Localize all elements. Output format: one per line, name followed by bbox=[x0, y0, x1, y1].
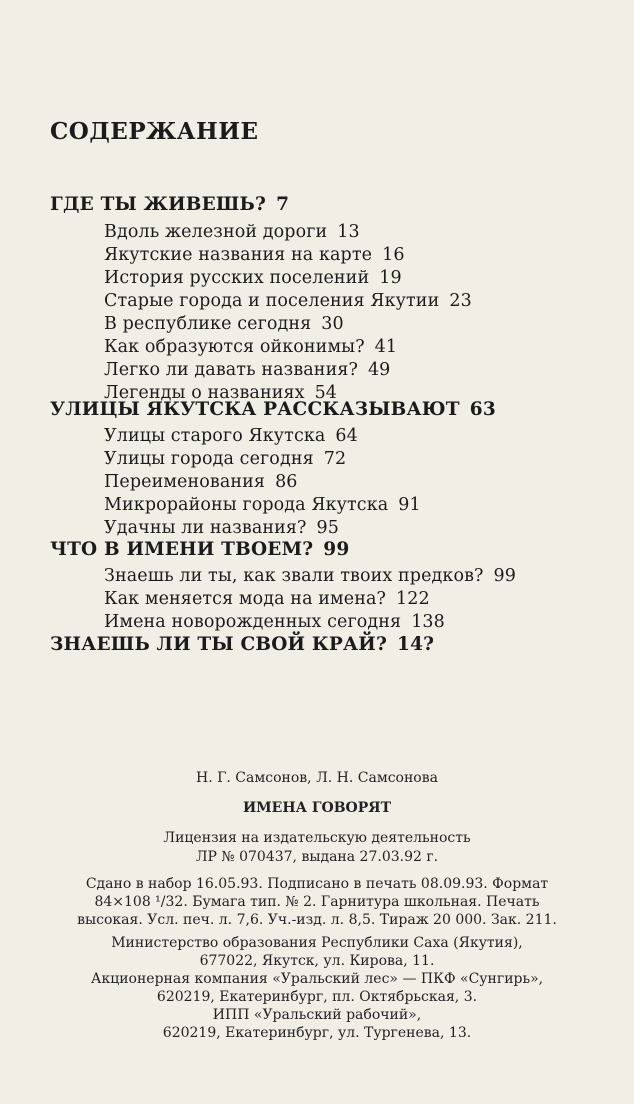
toc-item-title: Как образуются ойконимы? bbox=[104, 337, 365, 357]
toc-item[interactable] bbox=[104, 612, 445, 632]
print-info-line: Сдано в набор 16.05.93. Подписано в печать 08.09.93. Формат bbox=[85, 876, 549, 892]
toc-item-page: 122 bbox=[395, 589, 430, 609]
publisher-line: 620219, Екатеринбург, пл. Октябрьская, 3. bbox=[156, 989, 478, 1005]
toc-item[interactable] bbox=[104, 518, 339, 538]
toc-item-title: В республике сегодня bbox=[104, 314, 312, 334]
print-info-line: высокая. Усл. печ. л. 7,6. Уч.-изд. л. 8,5. Тираж 20 000. Зак. 211. bbox=[77, 912, 557, 928]
toc-item[interactable] bbox=[104, 360, 390, 380]
toc-item[interactable] bbox=[104, 495, 421, 515]
toc-item-page: 54 bbox=[314, 383, 338, 403]
toc-item[interactable] bbox=[104, 472, 298, 492]
contents-heading: СОДЕРЖАНИЕ bbox=[50, 118, 259, 145]
toc-item[interactable] bbox=[104, 314, 344, 334]
toc-item-page: 23 bbox=[449, 291, 472, 311]
toc-section-title: ЧТО В ИМЕНИ ТВОЕМ? bbox=[50, 539, 314, 560]
toc-section-page: 63 bbox=[469, 399, 496, 420]
toc-section-title: ЗНАЕШЬ ЛИ ТЫ СВОЙ КРАЙ? bbox=[50, 634, 387, 655]
publisher-line: 620219, Екатеринбург, ул. Тургенева, 13. bbox=[162, 1025, 472, 1041]
toc-item-page: 16 bbox=[382, 245, 405, 265]
toc-section[interactable] bbox=[50, 539, 349, 560]
publisher-line: 677022, Якутск, ул. Кирова, 11. bbox=[199, 953, 435, 969]
toc-item[interactable] bbox=[104, 245, 405, 265]
publisher-line: ИПП «Уральский рабочий», bbox=[212, 1007, 422, 1023]
toc-item-title: История русских поселений bbox=[104, 268, 370, 288]
print-info-line: 84×108 ¹/32. Бумага тип. № 2. Гарнитура школьная. Печать bbox=[94, 894, 540, 910]
authors: Н. Г. Самсонов, Л. Н. Самсонова bbox=[196, 770, 438, 786]
toc-item-title: Знаешь ли ты, как звали твоих предков? bbox=[104, 566, 484, 586]
toc-item[interactable] bbox=[104, 268, 402, 288]
toc-item[interactable] bbox=[104, 589, 430, 609]
publisher-line: Акционерная компания «Уральский лес» — ПКФ «Сунгирь», bbox=[90, 971, 544, 987]
toc-item-page: 30 bbox=[321, 314, 344, 334]
toc-item[interactable] bbox=[104, 291, 472, 311]
publisher-line: Министерство образования Республики Саха (Якутия), bbox=[111, 935, 523, 951]
toc-item-page: 86 bbox=[275, 472, 298, 492]
toc-item-title: Переименования bbox=[104, 472, 266, 492]
toc-item-title: Вдоль железной дороги bbox=[104, 222, 328, 242]
toc-item-title: Старые города и поселения Якутии bbox=[104, 291, 440, 311]
toc-item-page: 95 bbox=[316, 518, 339, 538]
license-line: Лицензия на издательскую деятельность bbox=[163, 830, 471, 846]
toc-item-page: 64 bbox=[335, 426, 358, 446]
toc-section-title: ГДЕ ТЫ ЖИВЕШЬ? bbox=[50, 194, 267, 215]
toc-item-title: Легенды о названиях bbox=[104, 383, 305, 403]
toc-item-title: Якутские названия на карте bbox=[104, 245, 373, 265]
toc-section-page: 99 bbox=[323, 539, 350, 560]
toc-section-page: 7 bbox=[276, 194, 290, 215]
toc-section[interactable] bbox=[50, 634, 434, 655]
toc-item-page: 91 bbox=[398, 495, 421, 515]
toc-section[interactable] bbox=[50, 399, 496, 420]
toc-item-title: Улицы города сегодня bbox=[104, 449, 314, 469]
toc-item[interactable] bbox=[104, 449, 346, 469]
license-line: ЛР № 070437, выдана 27.03.92 г. bbox=[195, 849, 439, 865]
toc-item-title: Удачны ли названия? bbox=[104, 518, 307, 538]
toc-item[interactable] bbox=[104, 337, 397, 357]
toc-item-page: 13 bbox=[337, 222, 360, 242]
toc-item[interactable] bbox=[104, 426, 358, 446]
toc-item-page: 72 bbox=[323, 449, 347, 469]
toc-section-page: 14? bbox=[397, 634, 435, 655]
toc-item-title: Улицы старого Якутска bbox=[104, 426, 326, 446]
toc-item-title: Имена новорожденных сегодня bbox=[104, 612, 402, 632]
toc-section[interactable] bbox=[50, 194, 289, 215]
toc-item-page: 49 bbox=[367, 360, 391, 380]
toc-item-title: Как меняется мода на имена? bbox=[104, 589, 386, 609]
toc-item-title: Микрорайоны города Якутска bbox=[104, 495, 389, 515]
toc-section-title: УЛИЦЫ ЯКУТСКА РАССКАЗЫВАЮТ bbox=[50, 399, 460, 420]
toc-item[interactable] bbox=[104, 222, 360, 242]
toc-item-page: 99 bbox=[493, 566, 516, 586]
toc-item-page: 138 bbox=[411, 612, 445, 632]
toc-item[interactable] bbox=[104, 566, 516, 586]
book-title: ИМЕНА ГОВОРЯТ bbox=[242, 800, 392, 816]
toc-item-page: 41 bbox=[374, 337, 398, 357]
toc-item-page: 19 bbox=[379, 268, 402, 288]
toc-item-title: Легко ли давать названия? bbox=[104, 360, 358, 380]
